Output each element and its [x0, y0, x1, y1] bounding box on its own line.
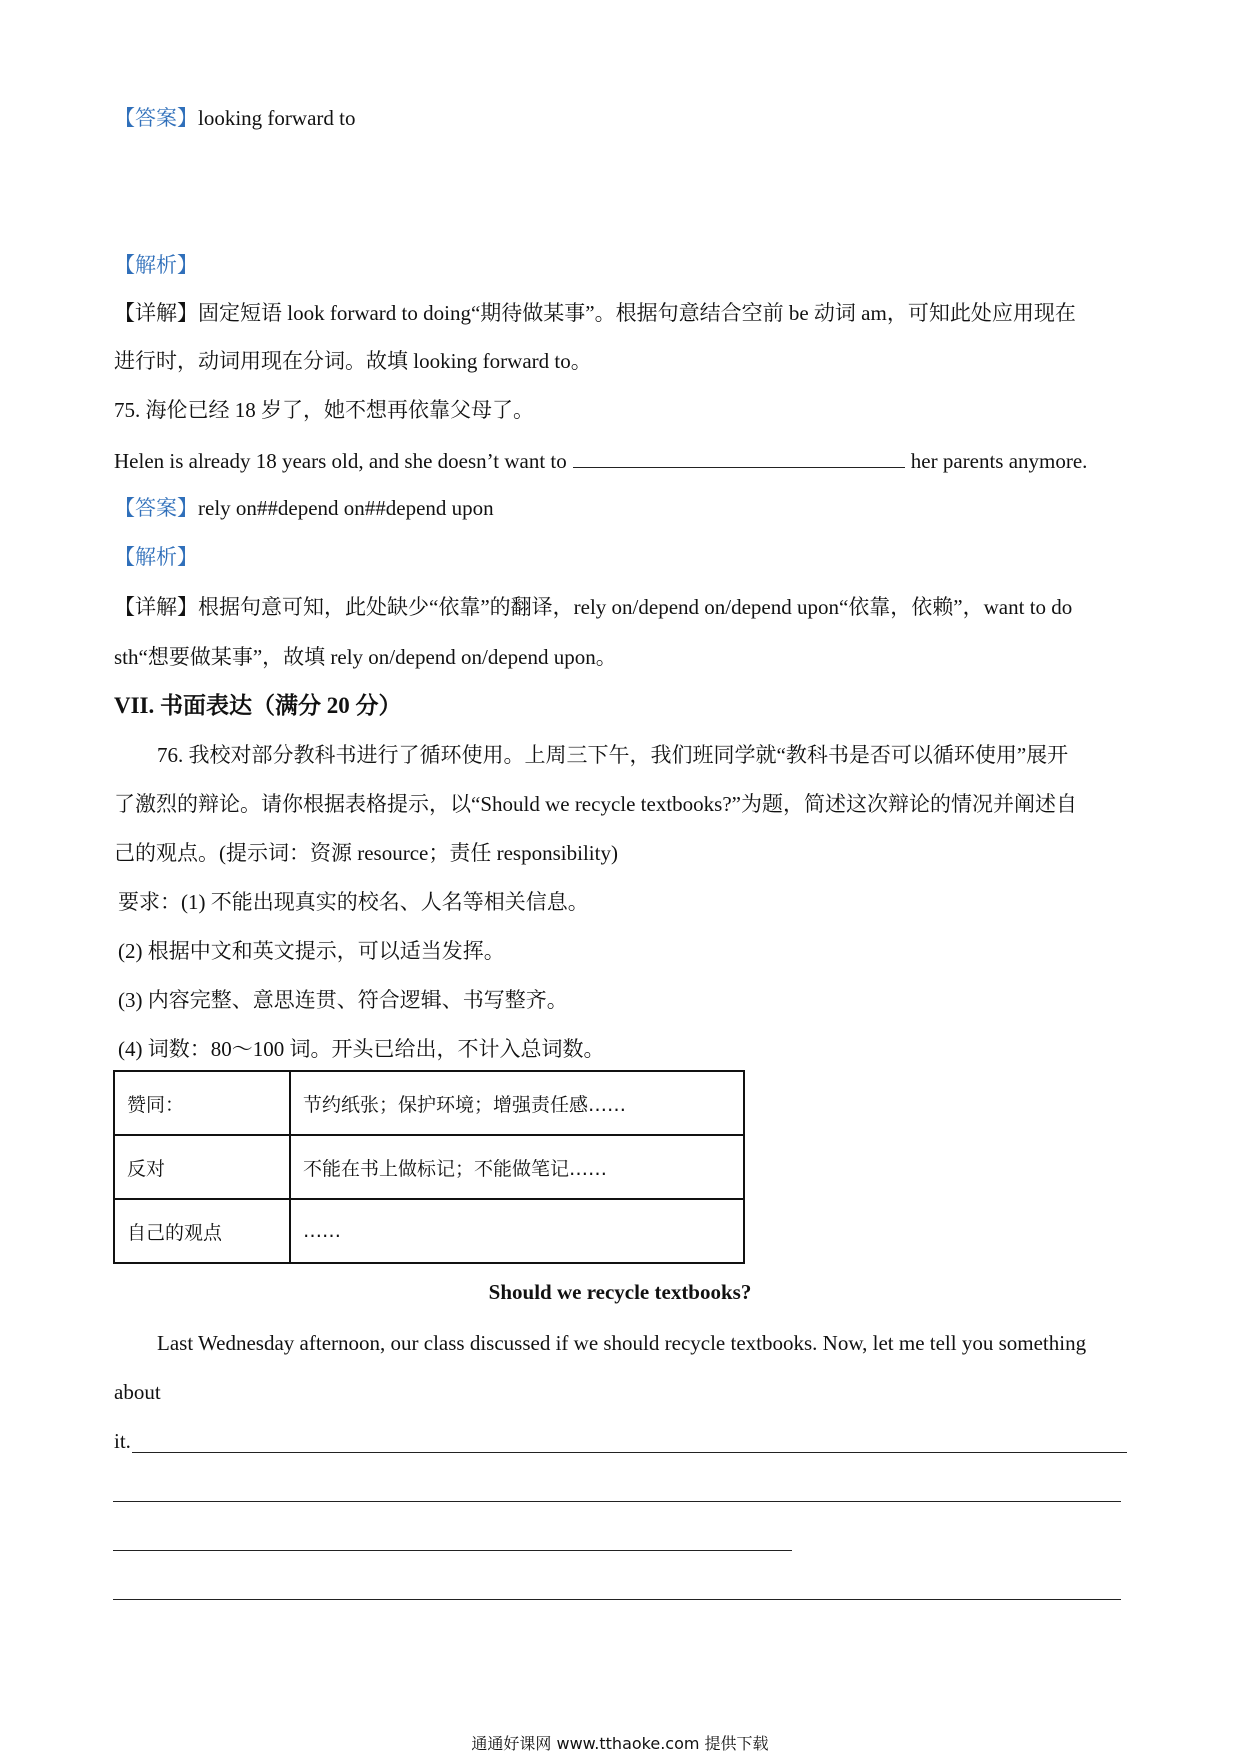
table-content: 不能在书上做标记；不能做笔记……	[290, 1135, 744, 1199]
writing-line[interactable]	[113, 1550, 792, 1551]
table-label: 自己的观点	[114, 1199, 290, 1263]
requirement-1: 要求：(1) 不能出现真实的校名、人名等相关信息。	[118, 890, 589, 914]
q75-detail-line2: sth“想要做某事”，故填 rely on/depend on/depend upon。	[114, 645, 617, 669]
answer-text: rely on##depend on##depend upon	[198, 496, 494, 520]
essay-line2: about	[114, 1380, 161, 1404]
section-heading: VII. 书面表达（满分 20 分）	[114, 693, 402, 718]
q75-answer-blank[interactable]	[573, 445, 905, 468]
table-content: 节约纸张；保护环境；增强责任感……	[290, 1071, 744, 1135]
q75-question: 75. 海伦已经 18 岁了，她不想再依靠父母了。	[114, 398, 534, 422]
q74-analysis-tag: 【解析】	[114, 253, 198, 277]
essay-title: Should we recycle textbooks?	[488, 1280, 752, 1304]
essay-line1: Last Wednesday afternoon, our class discussed if we should recycle textbooks. Now, let me tell you something	[157, 1331, 1087, 1355]
requirement-4: (4) 词数：80～100 词。开头已给出，不计入总词数。	[118, 1037, 605, 1061]
writing-line[interactable]	[113, 1599, 1121, 1600]
requirement-2: (2) 根据中文和英文提示，可以适当发挥。	[118, 939, 505, 963]
table-label: 赞同：	[114, 1071, 290, 1135]
prompt-line3: 己的观点。(提示词：资源 resource；责任 responsibility)	[114, 841, 618, 865]
table-row	[114, 1199, 744, 1263]
q75-sentence-before: Helen is already 18 years old, and she doesn’t want to	[114, 449, 567, 473]
writing-line[interactable]	[113, 1501, 1121, 1502]
answer-tag: 【答案】	[114, 106, 198, 130]
answer-tag: 【答案】	[114, 496, 198, 520]
answer-text: looking forward to	[198, 106, 356, 130]
table-content: ……	[290, 1199, 744, 1263]
hint-table	[113, 1070, 745, 1264]
q74-answer	[114, 104, 355, 132]
prompt-line2: 了激烈的辩论。请你根据表格提示，以“Should we recycle textbooks?”为题，简述这次辩论的情况并阐述自	[114, 792, 1077, 816]
q74-detail-line2: 进行时，动词用现在分词。故填 looking forward to。	[114, 349, 592, 373]
table-row	[114, 1071, 744, 1135]
essay-line3: it.	[114, 1429, 131, 1453]
requirement-3: (3) 内容完整、意思连贯、符合逻辑、书写整齐。	[118, 988, 568, 1012]
table-row	[114, 1135, 744, 1199]
q75-analysis-tag: 【解析】	[114, 545, 198, 569]
prompt-line1: 76. 我校对部分教科书进行了循环使用。上周三下午，我们班同学就“教科书是否可以循环使用”展开	[157, 743, 1069, 767]
table-label: 反对	[114, 1135, 290, 1199]
q75-sentence	[114, 445, 1087, 475]
q74-detail-line1: 【详解】固定短语 look forward to doing“期待做某事”。根据句意结合空前 be 动词 am，可知此处应用现在	[114, 301, 1076, 325]
q75-sentence-after: her parents anymore.	[910, 449, 1088, 473]
writing-line[interactable]	[132, 1452, 1127, 1453]
q75-answer	[114, 494, 494, 522]
q75-detail-line1: 【详解】根据句意可知，此处缺少“依靠”的翻译，rely on/depend on/depend upon“依靠，依赖”，want to do	[114, 595, 1073, 619]
page-footer: 通通好课网 www.tthaoke.com 提供下载	[471, 1734, 769, 1753]
